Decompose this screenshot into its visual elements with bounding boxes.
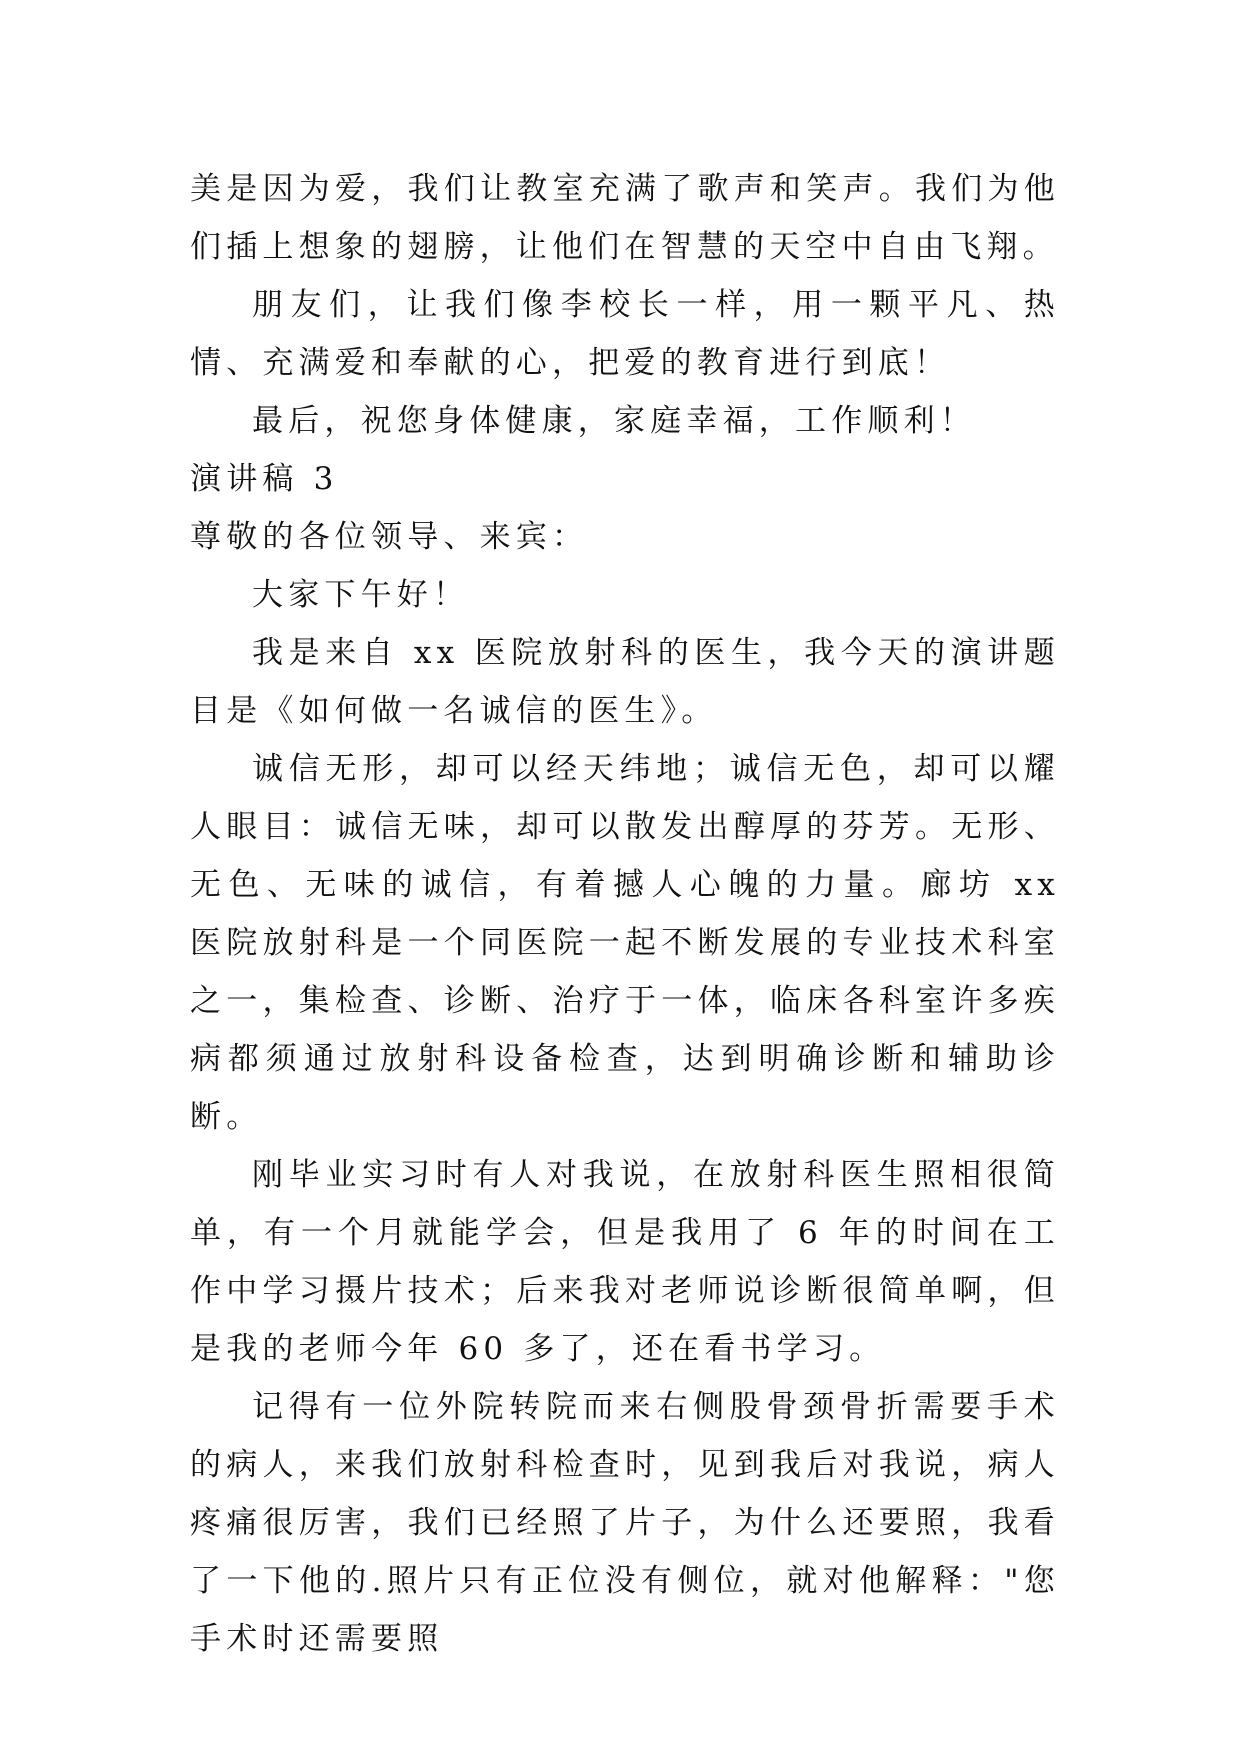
document-text: [190, 160, 1060, 1668]
paragraph-friends: 朋友们，让我们像李校长一样，用一颗平凡、热情、充满爱和奉献的心，把爱的教育进行到底！: [190, 287, 1060, 381]
paragraph-learning: 刚毕业实习时有人对我说，在放射科医生照相很简单，有一个月就能学会，但是我用了 6 年的时间在工作中学习摄片技术；后来我对老师说诊断很简单啊，但是我的老师今年 60 多了，还在看书学习。: [190, 1157, 1060, 1367]
paragraph-continuation: 美是因为爱，我们让教室充满了歌声和笑声。我们为他们插上想象的翅膀，让他们在智慧的天空中自由飞翔。: [190, 171, 1060, 265]
section-title: 演讲稿 3: [190, 461, 339, 497]
paragraph-introduction: 我是来自 xx 医院放射科的医生，我今天的演讲题目是《如何做一名诚信的医生》。: [190, 635, 1060, 729]
salutation: 尊敬的各位领导、来宾：: [190, 519, 589, 555]
paragraph-patient-story: 记得有一位外院转院而来右侧股骨颈骨折需要手术的病人，来我们放射科检查时，见到我后对我说，病人疼痛很厉害，我们已经照了片子，为什么还要照，我看了一下他的.照片只有正位没有侧位，就对他解释："您手术时还需要照: [190, 1389, 1060, 1657]
paragraph-closing-wishes: 最后，祝您身体健康，家庭幸福，工作顺利！: [252, 403, 976, 439]
paragraph-greeting: 大家下午好！: [252, 577, 470, 613]
paragraph-integrity: 诚信无形，却可以经天纬地；诚信无色，却可以耀人眼目：诚信无味，却可以散发出醇厚的芬芳。无形、无色、无味的诚信，有着撼人心魄的力量。廊坊 xx 医院放射科是一个同医院一起不断发展的专业技术科室之一，集检查、诊断、治疗于一体，临床各科室许多疾病都须通过放射科设备检查，达到明确诊断和辅助诊断。: [190, 751, 1060, 1135]
